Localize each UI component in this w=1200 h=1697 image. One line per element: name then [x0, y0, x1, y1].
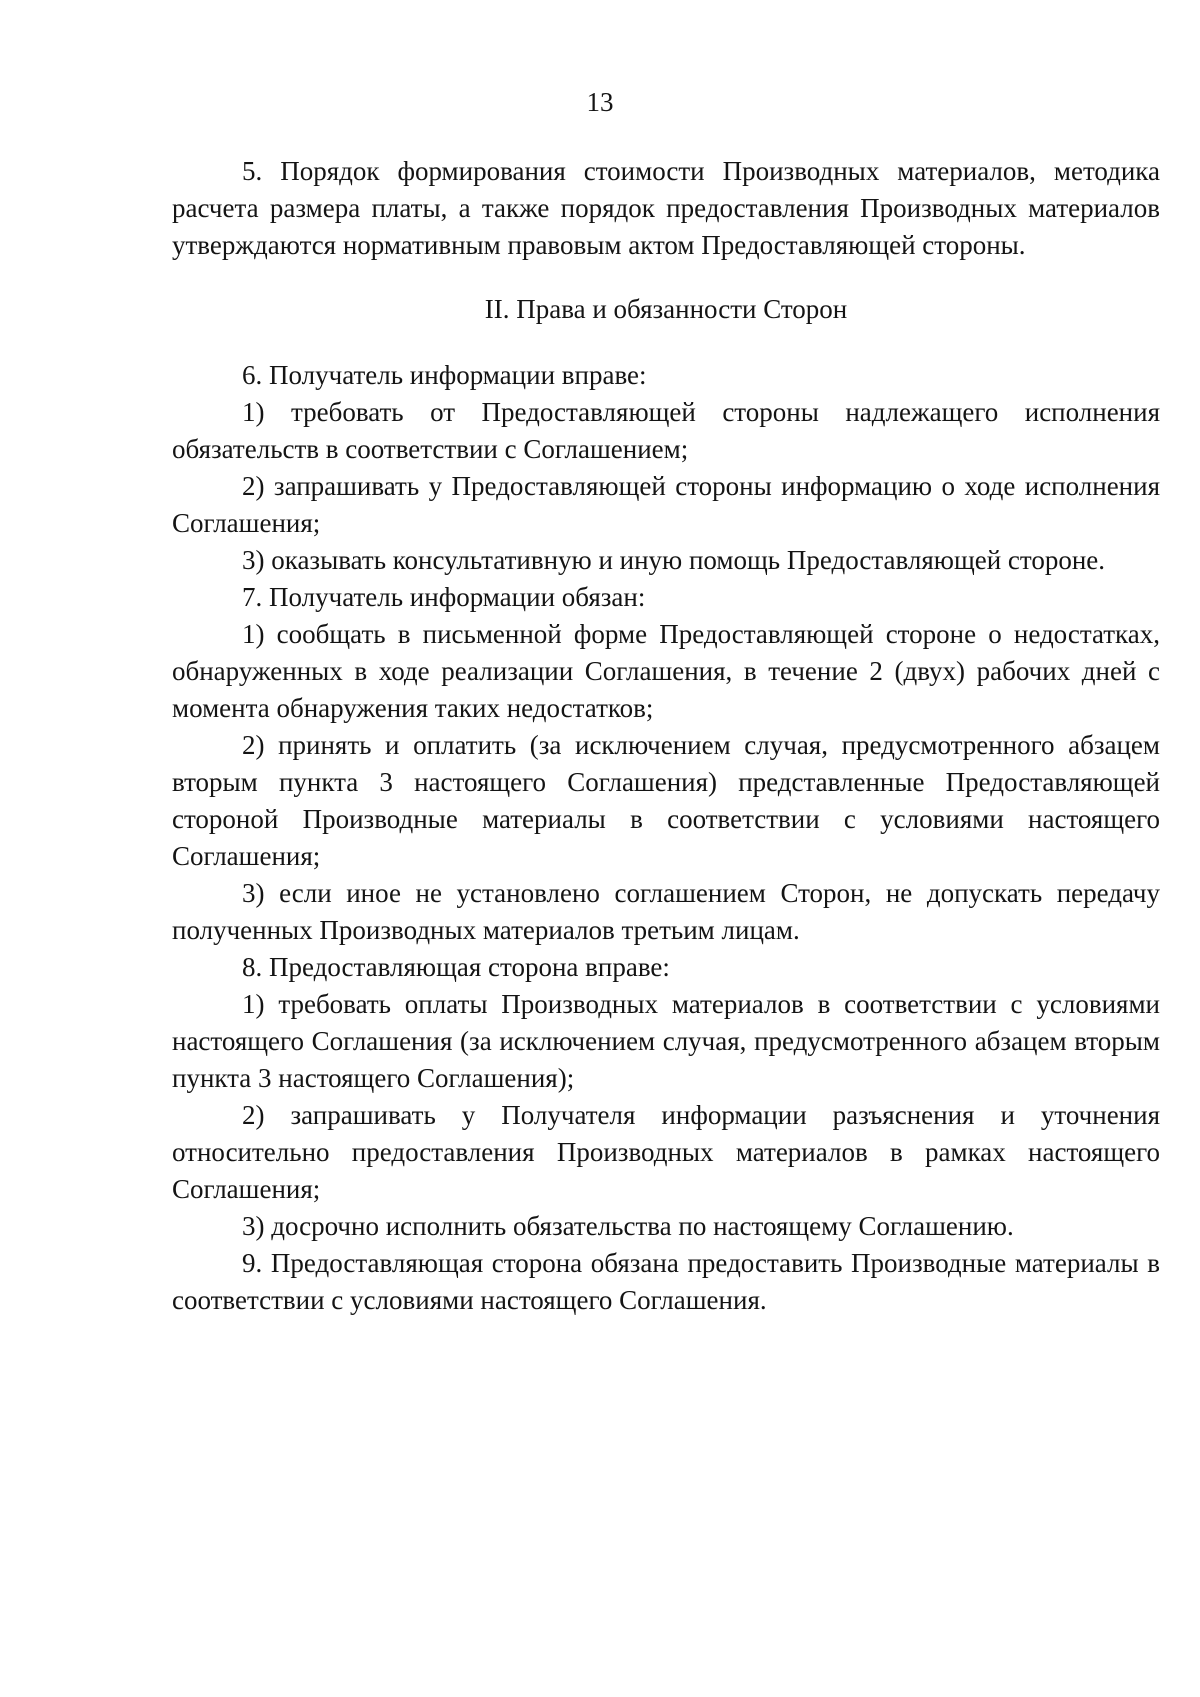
paragraph-8-item-3: 3) досрочно исполнить обязательства по настоящему Соглашению. [242, 1211, 1014, 1241]
paragraph-6-item-1: 1) требовать от Предоставляющей стороны надлежащего исполнения обязательств в соответствии с Соглашением; [172, 397, 1160, 464]
paragraph-8: 8. Предоставляющая сторона вправе: [242, 952, 670, 982]
paragraph-6-item-3: 3) оказывать консультативную и иную помощь Предоставляющей стороне. [242, 545, 1106, 575]
paragraph-7-item-1: 1) сообщать в письменной форме Предоставляющей стороне о недостатках, обнаруженных в ходе реализации Соглашения, в течение 2 (двух) рабочих дней с момента обнаружения таких недостатков; [172, 619, 1160, 723]
document-body [172, 153, 1160, 1319]
paragraph-9: 9. Предоставляющая сторона обязана предоставить Производные материалы в соответствии с условиями настоящего Соглашения. [172, 1248, 1160, 1315]
paragraph-6-item-2: 2) запрашивать у Предоставляющей стороны информацию о ходе исполнения Соглашения; [172, 471, 1160, 538]
paragraph-7: 7. Получатель информации обязан: [242, 582, 646, 612]
paragraph-5: 5. Порядок формирования стоимости Производных материалов, методика расчета размера платы, а также порядок предоставления Производных материалов утверждаются нормативным правовым актом Предоставляющей стороны. [172, 156, 1160, 260]
page-number: 13 [586, 87, 614, 117]
paragraph-7-item-3: 3) если иное не установлено соглашением Сторон, не допускать передачу полученных Производных материалов третьим лицам. [172, 878, 1160, 945]
paragraph-7-item-2: 2) принять и оплатить (за исключением случая, предусмотренного абзацем вторым пункта 3 настоящего Соглашения) представленные Предоставляющей стороной Производные материалы в соответствии с условиями настоящего Соглашения; [172, 730, 1160, 871]
paragraph-8-item-1: 1) требовать оплаты Производных материалов в соответствии с условиями настоящего Соглашения (за исключением случая, предусмотренного абзацем вторым пункта 3 настоящего Соглашения); [172, 989, 1160, 1093]
paragraph-8-item-2: 2) запрашивать у Получателя информации разъяснения и уточнения относительно предоставления Производных материалов в рамках настоящего Соглашения; [172, 1100, 1160, 1204]
section-heading: II. Права и обязанности Сторон [484, 294, 848, 324]
paragraph-6: 6. Получатель информации вправе: [242, 360, 647, 390]
